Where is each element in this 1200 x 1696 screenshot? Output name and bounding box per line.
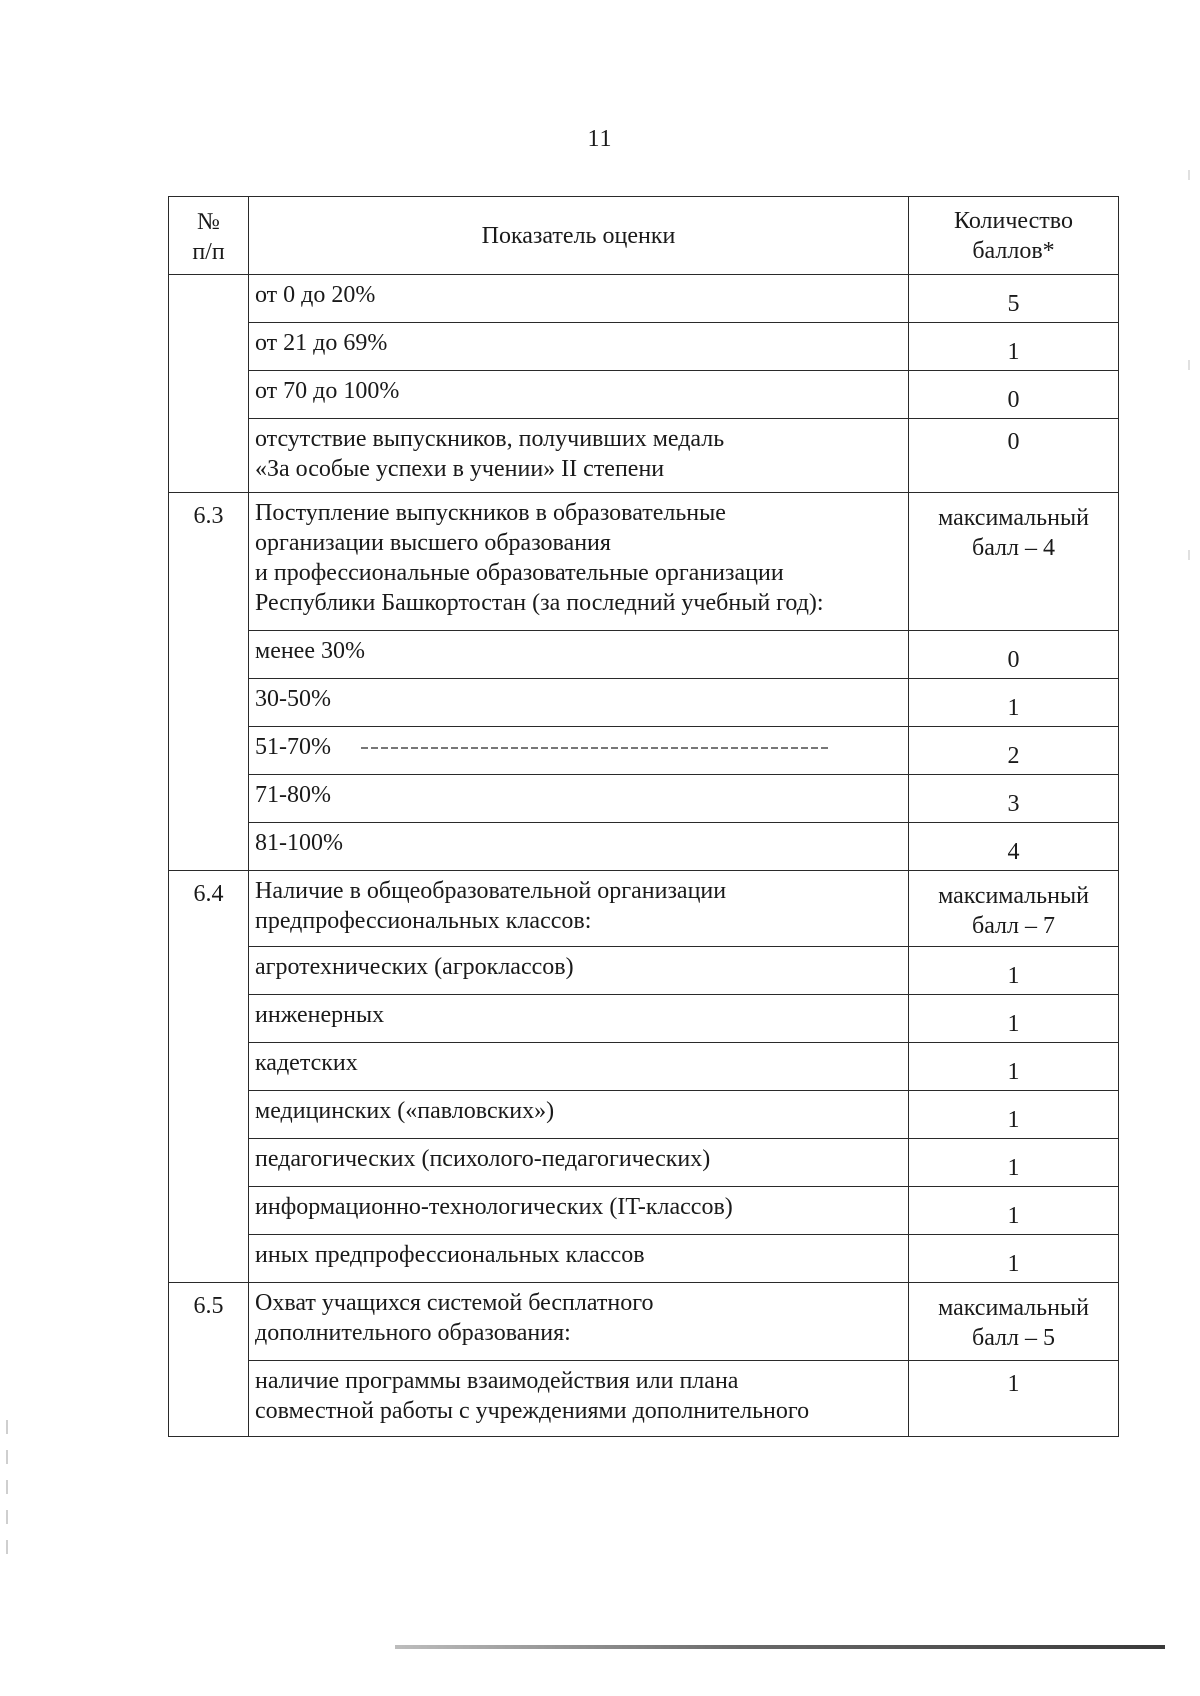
section-number: 6.3 bbox=[169, 493, 249, 871]
indicator-cell: педагогических (психолого-педагогических) bbox=[249, 1139, 909, 1187]
scan-margin-mark bbox=[1188, 170, 1190, 730]
indicator-cell: менее 30% bbox=[249, 631, 909, 679]
points-cell: 1 bbox=[909, 1091, 1119, 1139]
indicator-cell: 71-80% bbox=[249, 775, 909, 823]
points-cell: 1 bbox=[909, 679, 1119, 727]
points-cell: 0 bbox=[909, 371, 1119, 419]
indicator-cell: Поступление выпускников в образовательные организации высшего образования и профессиональные образовательные организации Республики Башкортостан (за последний учебный год): bbox=[249, 493, 909, 631]
points-cell: максимальный балл – 5 bbox=[909, 1283, 1119, 1361]
table-row bbox=[169, 1043, 1119, 1091]
points-cell: 1 bbox=[909, 1139, 1119, 1187]
table-row bbox=[169, 323, 1119, 371]
points-cell: 1 bbox=[909, 995, 1119, 1043]
points-cell: 4 bbox=[909, 823, 1119, 871]
table-row bbox=[169, 1091, 1119, 1139]
table-row bbox=[169, 947, 1119, 995]
indicator-cell: медицинских («павловских») bbox=[249, 1091, 909, 1139]
points-cell: максимальный балл – 4 bbox=[909, 493, 1119, 631]
table-row bbox=[169, 679, 1119, 727]
scan-margin-mark bbox=[6, 1420, 8, 1570]
header-num: № п/п bbox=[169, 197, 249, 275]
table-row bbox=[169, 871, 1119, 947]
points-cell: 0 bbox=[909, 631, 1119, 679]
indicator-cell: 81-100% bbox=[249, 823, 909, 871]
table-row bbox=[169, 727, 1119, 775]
points-cell: 1 bbox=[909, 1043, 1119, 1091]
indicator-cell: Наличие в общеобразовательной организации предпрофессиональных классов: bbox=[249, 871, 909, 947]
table-row bbox=[169, 419, 1119, 493]
points-cell: 1 bbox=[909, 323, 1119, 371]
table-row bbox=[169, 1187, 1119, 1235]
indicator-cell: 30-50% bbox=[249, 679, 909, 727]
header-points: Количество баллов* bbox=[909, 197, 1119, 275]
points-cell: максимальный балл – 7 bbox=[909, 871, 1119, 947]
table-row bbox=[169, 1361, 1119, 1437]
indicator-cell: агротехнических (агроклассов) bbox=[249, 947, 909, 995]
points-cell: 2 bbox=[909, 727, 1119, 775]
indicator-cell: информационно-технологических (IT-классов) bbox=[249, 1187, 909, 1235]
row-num-cell bbox=[169, 275, 249, 493]
section-number: 6.4 bbox=[169, 871, 249, 1283]
indicator-cell: иных предпрофессиональных классов bbox=[249, 1235, 909, 1283]
table-row bbox=[169, 1139, 1119, 1187]
page-number: 11 bbox=[587, 126, 613, 152]
section-number: 6.5 bbox=[169, 1283, 249, 1437]
indicator-cell: Охват учащихся системой бесплатного дополнительного образования: bbox=[249, 1283, 909, 1361]
scan-edge-line bbox=[395, 1645, 1165, 1649]
indicator-cell: от 70 до 100% bbox=[249, 371, 909, 419]
points-cell: 0 bbox=[909, 419, 1119, 493]
table-row bbox=[169, 275, 1119, 323]
table-row bbox=[169, 995, 1119, 1043]
header-indicator: Показатель оценки bbox=[249, 197, 909, 275]
table-row bbox=[169, 823, 1119, 871]
points-cell: 5 bbox=[909, 275, 1119, 323]
indicator-cell: инженерных bbox=[249, 995, 909, 1043]
points-cell: 1 bbox=[909, 947, 1119, 995]
indicator-cell: кадетских bbox=[249, 1043, 909, 1091]
points-cell: 3 bbox=[909, 775, 1119, 823]
table-row bbox=[169, 493, 1119, 631]
table-row bbox=[169, 1283, 1119, 1361]
points-cell: 1 bbox=[909, 1187, 1119, 1235]
indicator-cell bbox=[249, 727, 909, 775]
pen-stroke-mark bbox=[361, 747, 831, 749]
indicator-text: 51-70% bbox=[255, 734, 331, 760]
table-header-row bbox=[169, 197, 1119, 275]
points-cell: 1 bbox=[909, 1361, 1119, 1437]
table-row bbox=[169, 631, 1119, 679]
table-row bbox=[169, 775, 1119, 823]
indicator-cell: отсутствие выпускников, получивших медаль «За особые успехи в учении» II степени bbox=[249, 419, 909, 493]
table-row bbox=[169, 371, 1119, 419]
indicator-cell: наличие программы взаимодействия или плана совместной работы с учреждениями дополнительного bbox=[249, 1361, 909, 1437]
indicator-cell: от 0 до 20% bbox=[249, 275, 909, 323]
indicator-cell: от 21 до 69% bbox=[249, 323, 909, 371]
table-row bbox=[169, 1235, 1119, 1283]
points-cell: 1 bbox=[909, 1235, 1119, 1283]
evaluation-table bbox=[168, 196, 1119, 1437]
